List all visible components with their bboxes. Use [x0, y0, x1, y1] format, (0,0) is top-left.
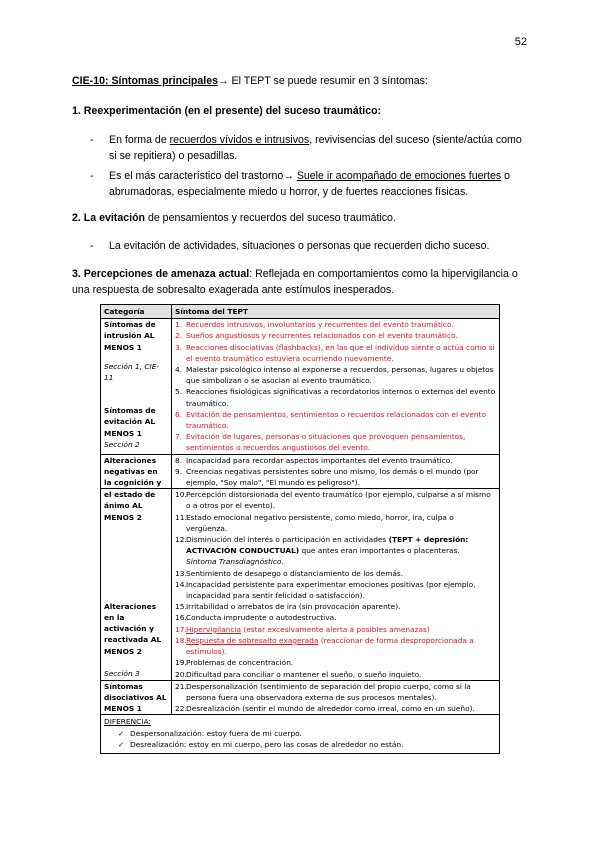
symptoms-cell [172, 680, 500, 715]
table-row [101, 319, 500, 454]
category-negative-cognition: Alteraciones negativas en la cognición y [101, 454, 172, 489]
table-row [101, 715, 500, 754]
table-row [101, 680, 500, 715]
difference-label: DIFERENCIA: [104, 717, 151, 727]
symptom-item: 6. Evitación de pensamientos, sentimientos o recuerdos relacionados con el evento traumático. [175, 409, 486, 431]
symptom-item: 4. Malestar psicológico intenso al exponerse a recuerdos, personas, lugares u objetos que simbolizan o se asocian al evento traumático. [175, 365, 494, 386]
check-icon: ✓ [118, 739, 125, 749]
intro-heading: CIE-10: Síntomas principales [72, 75, 219, 87]
table-row [101, 489, 500, 680]
symptom-item: 1. Recuerdos intrusivos, involuntarios y recurrentes del evento traumático. [175, 320, 454, 330]
list-item: - En forma de recuerdos vívidos e intrusivos, revivisencias del suceso (siente/actúa como si se repitiera) o pesadillas. [90, 134, 522, 162]
symptom-item: 5. Reacciones fisiológicas significativas a recordatorios internos o externos del evento traumático. [175, 387, 496, 408]
symptom-item: 16. Conducta imprudente o autodestructiva. [175, 613, 337, 623]
symptom-item: 22. Desrealización (sentir el mundo de alrededor como irreal, como en un sueño). [175, 704, 475, 714]
column-header-category: Categoría [101, 305, 172, 319]
intro-paragraph [72, 73, 528, 89]
symptom-item: 21. Despersonalización (sentimiento de separación del propio cuerpo, como si la persona fuera una observadora externa de sus procesos mentales). [175, 681, 471, 702]
category-dissociative: Síntomas disociativos AL MENOS 1 [101, 680, 172, 715]
symptom-item: 10. Percepción distorsionada del evento traumático (por ejemplo, culparse a sí mismo o a otros por el evento). [175, 490, 491, 511]
ptsd-symptoms-table [100, 304, 500, 754]
category-intrusion: Síntomas de intrusión AL MENOS 1 Sección 1, CIE- 11 Síntomas de evitación AL MENOS 1 Sección 2 [101, 319, 172, 454]
arrow: → [218, 75, 229, 87]
section-3-paragraph: 3. Percepciones de amenaza actual: Reflejada en comportamientos como la hipervigilancia o una respuesta de sobresalto exagerada ante estímulos inesperados. [72, 268, 518, 296]
symptom-item: 15. Irritabilidad o arrebatos de ira (sin provocación aparente). [175, 602, 401, 612]
symptom-item: 18. Respuesta de sobresalto exagerada (reaccionar de forma desproporcionada a estímulos). [175, 635, 474, 657]
intro-text: El TEPT se puede resumir en 3 síntomas: [228, 75, 428, 87]
list-item: ✓ Despersonalización: estoy fuera de mi cuerpo. [118, 728, 302, 738]
symptom-item: 19. Problemas de concentración. [175, 658, 294, 668]
symptoms-cell [172, 454, 500, 489]
symptom-item: 12. Disminución del interés o participación en actividades (TEPT + depresión: ACTIVACIÓN CONDUCTUAL) que antes eran importantes o placenteras. Síntoma Transdiagnóstico. [175, 535, 469, 567]
list-item: - Es el más característico del trastorno→ Suele ir acompañado de emociones fuertes o abrumadoras, especialmente miedo u horror, y de fuertes reacciones físicas. [90, 170, 511, 198]
underlined-text: Suele ir acompañado de emociones fuertes [296, 170, 502, 182]
symptom-item: 9. Creencias negativas persistentes sobre uno mismo, los demás o el mundo (por ejemplo, "Soy malo", "El mundo es peligroso"). [175, 466, 479, 488]
symptom-item: 3. Reacciones disociativas (flashbacks), en las que el individuo siente o actúa como si el evento traumático estuviera ocurriendo nuevamente. [175, 342, 495, 363]
symptoms-cell [172, 489, 500, 680]
symptom-item: 8. Incapacidad para recordar aspectos importantes del evento traumático. [175, 455, 453, 465]
list-item: ✓ Desrealización: estoy en mi cuerpo, pero las cosas de alrededor no están. [118, 739, 404, 749]
category-mood-arousal: el estado de ánimo AL MENOS 2 Alteraciones en la activación y reactivada AL MENOS 2 Sección 3 [101, 489, 172, 680]
symptom-item: 2. Sueños angustiosos y recurrentes relacionados con el evento traumático. [175, 331, 458, 341]
symptom-item: 7. Evitación de lugares, personas o situaciones que provoquen pensamientos, sentimientos o recuerdos angustiosos del evento. [175, 432, 466, 453]
symptom-item: 14. Incapacidad persistente para experimentar emociones positivas (por ejemplo, incapacidad para sentir felicidad o satisfacción). [175, 579, 476, 601]
page-number: 52 [514, 36, 527, 48]
table-row [101, 454, 500, 489]
section-1-heading: 1. Reexperimentación (en el presente) del suceso traumático: [72, 105, 382, 117]
symptom-item: 13. Sentimiento de desapego o distanciamiento de los demás. [175, 568, 404, 578]
check-icon: ✓ [118, 728, 125, 738]
section-2-heading: 2. La evitación de pensamientos y recuerdos del suceso traumático. [72, 212, 396, 224]
underlined-text: recuerdos vívidos e intrusivos [169, 134, 310, 146]
column-header-symptom: Síntoma del TEPT [172, 305, 500, 319]
table-header-row [101, 305, 500, 319]
symptom-item: 11. Estado emocional negativo persistente, como miedo, horror, ira, culpa o vergüenza. [175, 512, 454, 533]
difference-note [101, 715, 500, 754]
symptoms-cell [172, 319, 500, 454]
list-item: - La evitación de actividades, situaciones o personas que recuerden dicho suceso. [90, 240, 490, 252]
symptom-item: 17. Hipervigilancia (estar excesivamente alerta a posibles amenazas) [175, 624, 430, 634]
symptom-item: 20. Dificultad para conciliar o mantener el sueño, o sueño inquieto. [175, 669, 422, 679]
